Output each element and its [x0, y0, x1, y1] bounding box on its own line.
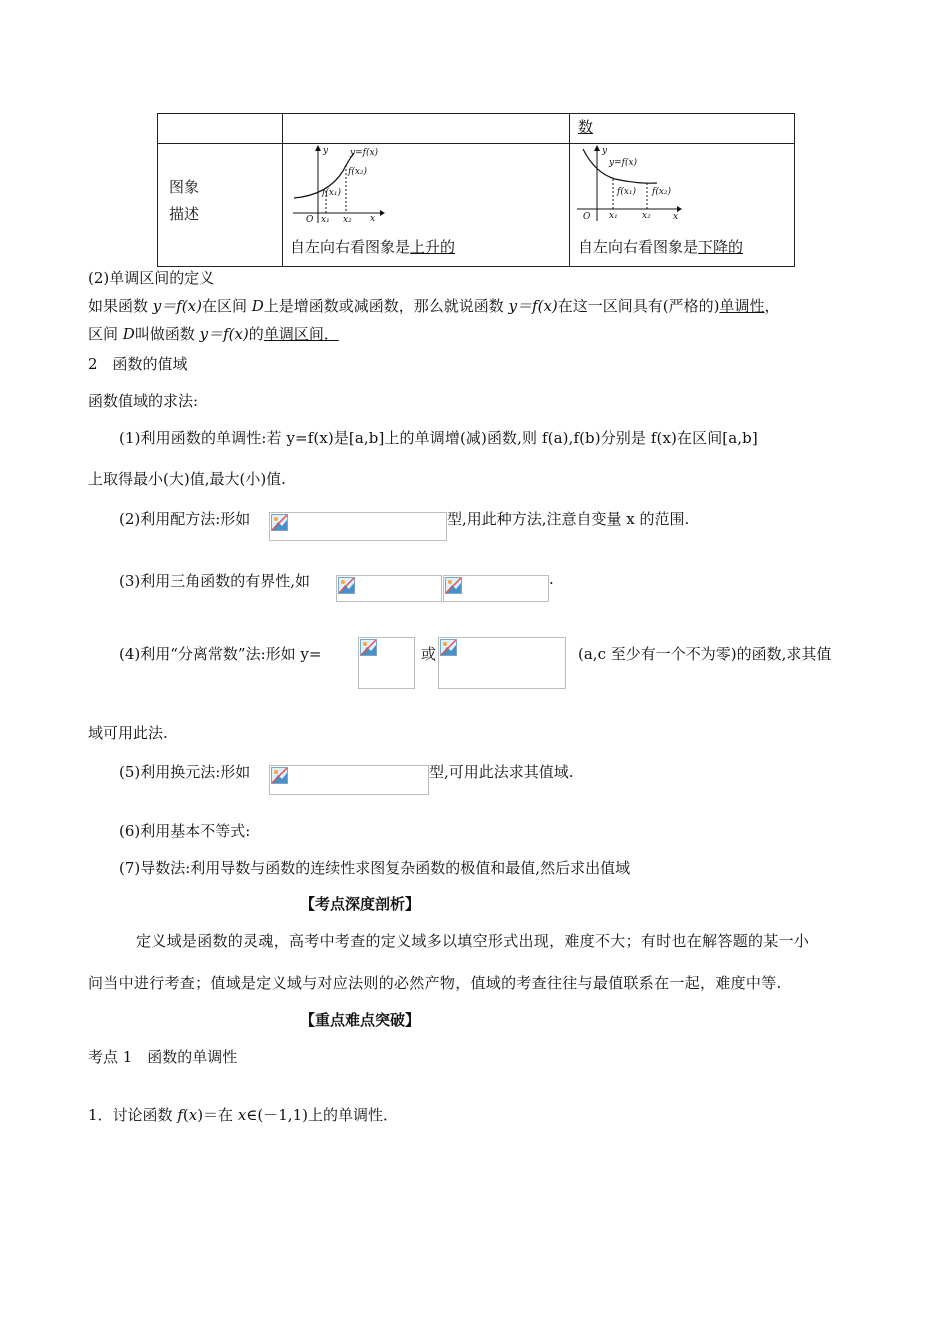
- graph-y-label: y: [602, 146, 608, 156]
- method-4-text-a: (4)利用“分离常数”法:形如 y=: [119, 645, 322, 663]
- row-label-cell: [158, 144, 283, 267]
- analysis-paragraph-line-2: 问当中进行考查；值域是定义域与对应法则的必然产物，值域的考查往往与最值联系在一起，难度中等.: [88, 974, 782, 992]
- math-run: D: [251, 297, 264, 315]
- formula-image-placeholder: [269, 765, 429, 795]
- graph-func-label: y=f(x): [609, 158, 638, 168]
- broken-image-icon: [440, 639, 457, 656]
- graph-x1-label: x₁: [609, 211, 618, 221]
- definition-line-1: [88, 295, 780, 316]
- math-run: x: [237, 1106, 247, 1124]
- table-cell: [570, 114, 795, 144]
- description-keyword: 下降的: [698, 238, 744, 256]
- topic-title: 考点 1 函数的单调性: [88, 1048, 238, 1066]
- key-term: 单调区间．: [263, 325, 339, 343]
- graph-fx2-label: f(x₂): [348, 167, 368, 177]
- broken-image-icon: [338, 577, 355, 594]
- broken-image-icon: [271, 767, 288, 784]
- method-6: (6)利用基本不等式:: [119, 822, 251, 840]
- text-run: 在区间: [201, 297, 252, 315]
- method-4-text-c: (a,c 至少有一个不为零)的函数,求其值: [578, 645, 832, 663]
- text-run: 1．讨论函数: [88, 1106, 178, 1124]
- text-run: 如果函数: [88, 297, 153, 315]
- graph-origin-label: O: [306, 215, 314, 225]
- increasing-function-graph: [288, 143, 393, 225]
- text-run: ∈(－1,1)上的单调性．: [246, 1106, 398, 1124]
- text-run: 上是增函数或减函数，那么就说函数: [263, 297, 509, 315]
- table-cell: [158, 114, 283, 144]
- broken-image-icon: [445, 577, 462, 594]
- formula-image-placeholder: [336, 575, 442, 602]
- key-term: 单调性: [719, 297, 765, 315]
- section-heading: (2)单调区间的定义: [88, 269, 215, 287]
- analysis-paragraph-line-1: 定义域是函数的灵魂，高考中考查的定义域多以填空形式出现，难度不大；有时也在解答题的某一小: [136, 932, 810, 950]
- graph-fx1-label: f(x₁): [617, 187, 637, 197]
- math-run: y＝f(x): [152, 297, 202, 315]
- right-description: [578, 236, 743, 257]
- row-label-line2: 描述: [169, 205, 200, 223]
- formula-image-placeholder: [438, 637, 566, 689]
- method-2-text-b: 型,用此种方法,注意自变量 x 的范围.: [447, 510, 690, 528]
- graph-fx1-label: f(x₁): [322, 188, 342, 198]
- formula-image-placeholder: [358, 637, 415, 689]
- graph-x-label: x: [370, 214, 376, 224]
- text-run: ，: [764, 297, 780, 315]
- method-5-text-a: (5)利用换元法:形如: [119, 763, 251, 781]
- breakthrough-heading: 【重点难点突破】: [300, 1011, 421, 1029]
- text-run: 叫做函数: [134, 325, 200, 343]
- graph-x-label: x: [673, 212, 679, 222]
- graph-func-label: y=f(x): [350, 148, 379, 158]
- formula-image-placeholder: [269, 512, 447, 541]
- table-cell: [283, 114, 570, 144]
- analysis-heading: 【考点深度剖析】: [300, 895, 421, 913]
- graph-y-label: y: [323, 146, 329, 156]
- method-3-text-a: (3)利用三角函数的有界性,如: [119, 572, 311, 590]
- method-5-text-b: 型,可用此法求其值域.: [429, 763, 574, 781]
- section-heading: 2 函数的值域: [88, 355, 188, 373]
- method-7: (7)导数法:利用导数与函数的连续性求图复杂函数的极值和最值,然后求出值域: [119, 859, 631, 877]
- question-1: [88, 1104, 398, 1125]
- method-2-text-a: (2)利用配方法:形如: [119, 510, 251, 528]
- broken-image-icon: [360, 639, 377, 656]
- decreasing-function-graph: [575, 143, 687, 225]
- math-run: y＝f(x): [508, 297, 558, 315]
- math-run: D: [122, 325, 135, 343]
- math-run: y＝f(x): [199, 325, 249, 343]
- row-label-line1: 图象: [169, 178, 200, 196]
- method-4-text-b: 或: [421, 645, 437, 663]
- graph-x2-label: x₂: [343, 215, 352, 225]
- method-1-line-2: 上取得最小(大)值,最大(小)值.: [88, 470, 286, 488]
- formula-image-placeholder: [443, 575, 549, 602]
- graph-x2-label: x₂: [642, 211, 651, 221]
- text-run: 的: [248, 325, 264, 343]
- broken-image-icon: [271, 514, 288, 531]
- method-1-line-1: (1)利用函数的单调性:若 y=f(x)是[a,b]上的单调增(减)函数,则 f(a),f(b)分别是 f(x)在区间[a,b]: [119, 429, 758, 447]
- graph-origin-label: O: [583, 212, 591, 222]
- description-prefix: 自左向右看图象是: [578, 238, 699, 256]
- math-run: f: [177, 1106, 183, 1124]
- text-run: )＝在: [197, 1106, 238, 1124]
- text-run: 区间: [88, 325, 123, 343]
- graph-fx2-label: f(x₂): [652, 187, 672, 197]
- description-prefix: 自左向右看图象是: [290, 238, 411, 256]
- left-description: [290, 236, 455, 257]
- text-run: (: [182, 1106, 189, 1124]
- graph-x1-label: x₁: [321, 215, 330, 225]
- header-right-text: 数: [578, 118, 594, 136]
- methods-title: 函数值域的求法:: [88, 392, 199, 410]
- method-3-text-b: .: [549, 570, 554, 588]
- math-run: x: [188, 1106, 198, 1124]
- table-row: [158, 114, 795, 144]
- text-run: 在这一区间具有(严格的): [557, 297, 720, 315]
- method-4-line-2: 域可用此法.: [88, 724, 168, 742]
- definition-line-2: [88, 323, 339, 344]
- description-keyword: 上升的: [410, 238, 456, 256]
